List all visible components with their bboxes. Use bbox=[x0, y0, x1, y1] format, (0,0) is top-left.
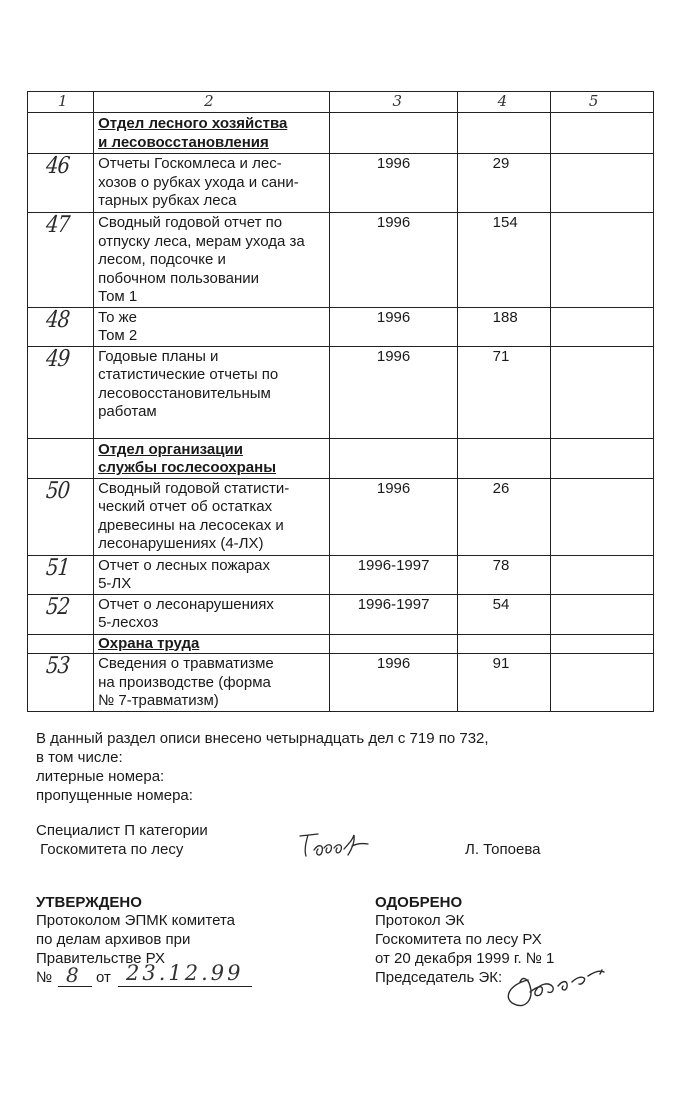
case-year: 1996 bbox=[330, 346, 457, 438]
case-year: 1996-1997 bbox=[330, 555, 457, 594]
case-sheet-count: 54 bbox=[457, 594, 550, 634]
case-title-line: Отчеты Госкомлеса и лес- bbox=[98, 155, 282, 172]
case-title-line: Годовые планы и bbox=[98, 347, 219, 365]
case-title-line: отпуску леса, мерам ухода за bbox=[98, 232, 305, 250]
section-title-line: и лесовосстановления bbox=[98, 133, 269, 151]
case-sheet-count: 154 bbox=[457, 213, 550, 308]
case-number: 48 bbox=[44, 306, 71, 333]
case-number-cell bbox=[28, 594, 94, 634]
case-year: 1996 bbox=[330, 478, 457, 555]
section-row bbox=[28, 438, 654, 478]
case-note bbox=[550, 307, 653, 346]
section-title-line: Охрана труда bbox=[98, 634, 200, 652]
table-header-row bbox=[28, 92, 654, 113]
case-title-line: статистические отчеты по bbox=[98, 366, 279, 383]
approved-date-label: от bbox=[96, 969, 111, 986]
case-number: 47 bbox=[44, 212, 71, 238]
case-title-line: Том 1 bbox=[98, 288, 138, 305]
column-header-2 bbox=[94, 92, 330, 113]
case-title-line: 5-ЛХ bbox=[98, 575, 132, 592]
case-title-line: побочном пользовании bbox=[98, 269, 260, 287]
empty-cell bbox=[330, 113, 457, 154]
case-title-line: хозов о рубках ухода и сани- bbox=[98, 173, 299, 191]
case-year: 1996 bbox=[330, 154, 457, 213]
case-title-line: Отчет о лесных пожарах bbox=[98, 556, 271, 574]
empty-cell bbox=[457, 438, 550, 478]
table-row bbox=[28, 594, 654, 634]
empty-cell bbox=[330, 634, 457, 654]
case-title-line: Сводный годовой статисти- bbox=[98, 479, 290, 497]
case-year: 1996 bbox=[330, 654, 457, 712]
case-title-cell bbox=[94, 346, 330, 438]
case-title-line: тарных рубках леса bbox=[98, 192, 237, 209]
section-row bbox=[28, 634, 654, 654]
summary-line: литерные номера: bbox=[36, 768, 165, 785]
case-title-line: работам bbox=[98, 403, 157, 420]
empty-cell bbox=[457, 113, 550, 154]
specialist-signature-icon bbox=[296, 828, 376, 862]
column-header-3 bbox=[330, 92, 457, 113]
empty-cell bbox=[550, 113, 653, 154]
case-title-cell bbox=[94, 654, 330, 712]
case-number: 50 bbox=[44, 477, 71, 504]
case-note bbox=[550, 346, 653, 438]
case-number-cell bbox=[28, 478, 94, 555]
section-title-cell bbox=[94, 113, 330, 154]
case-number: 51 bbox=[44, 554, 71, 581]
case-number-cell bbox=[28, 555, 94, 594]
table-row bbox=[28, 555, 654, 594]
approved-heading: УТВЕРЖДЕНО bbox=[36, 894, 142, 911]
case-title-line: Том 2 bbox=[98, 327, 138, 344]
case-title-line: 5-лесхоз bbox=[98, 614, 159, 631]
column-header-5 bbox=[550, 92, 653, 113]
case-title-line: лесовосстановительным bbox=[98, 384, 271, 402]
case-note bbox=[550, 654, 653, 712]
case-number-cell bbox=[28, 154, 94, 213]
summary-line: пропущенные номера: bbox=[36, 787, 193, 804]
case-title-cell bbox=[94, 555, 330, 594]
case-title-line: Сведения о травматизме bbox=[98, 655, 274, 672]
section-title-line: службы гослесоохраны bbox=[98, 459, 277, 476]
specialist-organization: Госкомитета по лесу bbox=[36, 841, 184, 858]
column-header-2-label: 2 bbox=[204, 92, 214, 110]
approved-line: Протоколом ЭПМК комитета bbox=[36, 912, 235, 929]
empty-cell bbox=[457, 634, 550, 654]
agreed-line: от 20 декабря 1999 г. № 1 bbox=[375, 950, 555, 967]
case-number: 49 bbox=[44, 345, 71, 372]
empty-cell bbox=[550, 438, 653, 478]
case-note bbox=[550, 478, 653, 555]
case-title-line: № 7-травматизм) bbox=[98, 692, 219, 709]
approved-date-underline bbox=[118, 986, 252, 987]
section-title-line: Отдел лесного хозяйства bbox=[98, 115, 288, 132]
table-row bbox=[28, 478, 654, 555]
table-row bbox=[28, 654, 654, 712]
chairman-signature-icon bbox=[500, 962, 620, 1022]
case-note bbox=[550, 213, 653, 308]
section-title-cell bbox=[94, 634, 330, 654]
table-row bbox=[28, 154, 654, 213]
case-number-cell bbox=[28, 307, 94, 346]
case-sheet-count: 29 bbox=[457, 154, 550, 213]
table-row bbox=[28, 213, 654, 308]
section-title-cell bbox=[94, 438, 330, 478]
case-number: 52 bbox=[44, 593, 71, 620]
case-note bbox=[550, 555, 653, 594]
specialist-position: Специалист П категории bbox=[36, 822, 208, 839]
case-title-cell bbox=[94, 154, 330, 213]
approved-line: по делам архивов при bbox=[36, 931, 191, 948]
approved-date-value: 23.12.99 bbox=[126, 961, 244, 985]
case-sheet-count: 71 bbox=[457, 346, 550, 438]
case-year: 1996-1997 bbox=[330, 594, 457, 634]
case-title-line: лесом, подсочке и bbox=[98, 251, 226, 268]
case-number: 46 bbox=[44, 153, 71, 179]
case-title-line: Отчет о лесонарушениях bbox=[98, 595, 274, 613]
case-title-line: древесины на лесосеках и bbox=[98, 516, 284, 534]
column-header-5-label: 5 bbox=[588, 92, 599, 110]
case-title-cell bbox=[94, 478, 330, 555]
summary-line: в том числе: bbox=[36, 749, 123, 766]
section-num-cell bbox=[28, 113, 94, 154]
table-row bbox=[28, 307, 654, 346]
agreed-heading: ОДОБРЕНО bbox=[375, 894, 463, 911]
case-number: 53 bbox=[44, 653, 71, 679]
agreed-line: Протокол ЭК bbox=[375, 912, 465, 929]
agreed-line: Госкомитета по лесу РХ bbox=[375, 931, 542, 948]
section-title-line: Отдел организации bbox=[98, 440, 243, 458]
column-header-1 bbox=[28, 92, 94, 113]
case-title-line: на производстве (форма bbox=[98, 673, 271, 691]
approved-number-label: № bbox=[36, 969, 53, 986]
empty-cell bbox=[330, 438, 457, 478]
case-sheet-count: 188 bbox=[457, 307, 550, 346]
table-row bbox=[28, 346, 654, 438]
section-num-cell bbox=[28, 438, 94, 478]
case-year: 1996 bbox=[330, 213, 457, 308]
summary-line: В данный раздел описи внесено четырнадцать дел с 719 по 732, bbox=[36, 730, 489, 747]
case-note bbox=[550, 594, 653, 634]
case-number-cell bbox=[28, 654, 94, 712]
case-title-line: лесонарушениях (4-ЛХ) bbox=[98, 535, 264, 552]
column-header-1-label: 1 bbox=[58, 92, 68, 110]
case-number-cell bbox=[28, 213, 94, 308]
case-title-line: Сводный годовой отчет по bbox=[98, 214, 283, 231]
empty-cell bbox=[550, 634, 653, 654]
column-header-3-label: 3 bbox=[392, 92, 403, 110]
case-sheet-count: 78 bbox=[457, 555, 550, 594]
case-sheet-count: 26 bbox=[457, 478, 550, 555]
case-note bbox=[550, 154, 653, 213]
specialist-name: Л. Топоева bbox=[465, 841, 541, 858]
case-title-cell bbox=[94, 307, 330, 346]
case-title-line: ческий отчет об остатках bbox=[98, 498, 273, 515]
case-title-cell bbox=[94, 213, 330, 308]
column-header-4-label: 4 bbox=[497, 92, 508, 110]
inventory-table bbox=[27, 91, 654, 712]
approved-number-value: 8 bbox=[66, 963, 79, 987]
section-row bbox=[28, 113, 654, 154]
section-num-cell bbox=[28, 634, 94, 654]
case-title-line: То же bbox=[98, 308, 137, 326]
agreed-line: Председатель ЭК: bbox=[375, 969, 503, 986]
column-header-4 bbox=[457, 92, 550, 113]
case-sheet-count: 91 bbox=[457, 654, 550, 712]
approved-line: Правительстве РХ bbox=[36, 950, 165, 967]
case-number-cell bbox=[28, 346, 94, 438]
case-title-cell bbox=[94, 594, 330, 634]
case-year: 1996 bbox=[330, 307, 457, 346]
